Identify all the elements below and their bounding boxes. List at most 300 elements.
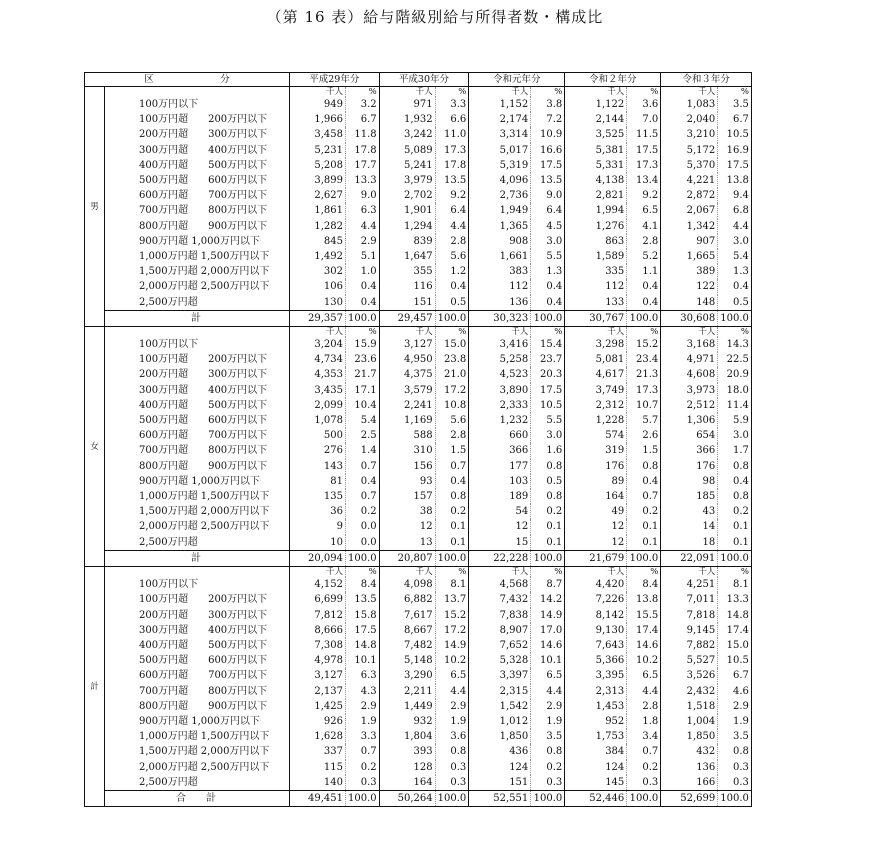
count-cell: 156 xyxy=(379,459,435,474)
pct-cell: 4.4 xyxy=(718,219,752,234)
unit-pct: % xyxy=(346,567,380,578)
count-cell: 136 xyxy=(661,760,718,775)
count-cell: 3,890 xyxy=(469,383,531,398)
total-row xyxy=(85,790,752,806)
bracket-label: 700万円超 800万円以下 xyxy=(105,203,290,218)
pct-cell: 0.8 xyxy=(435,489,469,504)
pct-cell: 23.4 xyxy=(627,352,661,367)
total-pct-cell: 100.0 xyxy=(718,310,752,326)
count-cell: 908 xyxy=(469,234,531,249)
count-cell: 4,608 xyxy=(661,367,718,382)
count-cell: 5,148 xyxy=(379,653,435,668)
count-cell: 116 xyxy=(379,279,435,294)
count-cell: 189 xyxy=(469,489,531,504)
unit-pct: % xyxy=(346,87,380,98)
count-cell: 5,527 xyxy=(661,653,718,668)
bracket-label: 700万円超 800万円以下 xyxy=(105,443,290,458)
pct-cell: 13.5 xyxy=(531,173,565,188)
bracket-label: 800万円超 900万円以下 xyxy=(105,219,290,234)
bracket-label: 300万円超 400万円以下 xyxy=(105,623,290,638)
unit-count: 千人 xyxy=(565,87,627,98)
count-cell: 130 xyxy=(290,295,346,311)
unit-row xyxy=(85,327,752,338)
pct-cell: 1.9 xyxy=(718,714,752,729)
count-cell: 185 xyxy=(661,489,718,504)
count-cell: 926 xyxy=(290,714,346,729)
count-cell: 366 xyxy=(469,443,531,458)
count-cell: 38 xyxy=(379,504,435,519)
pct-cell: 3.3 xyxy=(346,729,380,744)
count-cell: 12 xyxy=(379,519,435,534)
bracket-label: 200万円超 300万円以下 xyxy=(105,608,290,623)
pct-cell: 9.2 xyxy=(627,188,661,203)
pct-cell: 15.4 xyxy=(531,337,565,352)
pct-cell: 0.1 xyxy=(435,519,469,534)
pct-cell: 4.4 xyxy=(627,684,661,699)
pct-cell: 0.8 xyxy=(531,744,565,759)
count-cell: 4,568 xyxy=(469,577,531,592)
count-cell: 2,211 xyxy=(379,684,435,699)
pct-cell: 0.4 xyxy=(531,295,565,311)
count-cell: 18 xyxy=(661,535,718,551)
bracket-label: 600万円超 700万円以下 xyxy=(105,428,290,443)
count-cell: 7,011 xyxy=(661,592,718,607)
unit-count: 千人 xyxy=(469,327,531,338)
count-cell: 384 xyxy=(565,744,627,759)
count-cell: 3,242 xyxy=(379,127,435,142)
pct-cell: 0.2 xyxy=(627,504,661,519)
pct-cell: 15.0 xyxy=(718,638,752,653)
count-cell: 1,425 xyxy=(290,699,346,714)
unit-spacer xyxy=(105,327,290,338)
count-cell: 3,416 xyxy=(469,337,531,352)
bracket-label: 1,500万円超 2,000万円以下 xyxy=(105,264,290,279)
table-row xyxy=(85,653,752,668)
pct-cell: 21.3 xyxy=(627,367,661,382)
count-cell: 3,210 xyxy=(661,127,718,142)
table-row xyxy=(85,592,752,607)
count-cell: 13 xyxy=(379,535,435,551)
header-year: 平成29年分 xyxy=(290,73,380,87)
total-count-cell: 50,264 xyxy=(379,790,435,806)
table-row xyxy=(85,279,752,294)
pct-cell: 1.3 xyxy=(531,264,565,279)
total-pct-cell: 100.0 xyxy=(435,550,469,566)
pct-cell: 5.4 xyxy=(346,413,380,428)
pct-cell: 14.8 xyxy=(346,638,380,653)
pct-cell: 17.5 xyxy=(627,143,661,158)
count-cell: 1,232 xyxy=(469,413,531,428)
count-cell: 12 xyxy=(565,519,627,534)
pct-cell: 9.0 xyxy=(531,188,565,203)
bracket-label: 2,000万円超 2,500万円以下 xyxy=(105,279,290,294)
count-cell: 5,231 xyxy=(290,143,346,158)
count-cell: 4,221 xyxy=(661,173,718,188)
pct-cell: 3.5 xyxy=(718,97,752,112)
count-cell: 1,589 xyxy=(565,249,627,264)
count-cell: 310 xyxy=(379,443,435,458)
count-cell: 7,882 xyxy=(661,638,718,653)
pct-cell: 15.5 xyxy=(627,608,661,623)
table-row xyxy=(85,760,752,775)
table-row xyxy=(85,367,752,382)
count-cell: 5,370 xyxy=(661,158,718,173)
count-cell: 128 xyxy=(379,760,435,775)
pct-cell: 23.8 xyxy=(435,352,469,367)
count-cell: 145 xyxy=(565,775,627,791)
pct-cell: 0.4 xyxy=(346,295,380,311)
pct-cell: 2.9 xyxy=(718,699,752,714)
pct-cell: 6.3 xyxy=(346,668,380,683)
unit-count: 千人 xyxy=(661,327,718,338)
pct-cell: 1.1 xyxy=(627,264,661,279)
count-cell: 1,365 xyxy=(469,219,531,234)
unit-count: 千人 xyxy=(290,567,346,578)
count-cell: 4,950 xyxy=(379,352,435,367)
total-count-cell: 52,699 xyxy=(661,790,718,806)
count-cell: 366 xyxy=(661,443,718,458)
bracket-label: 500万円超 600万円以下 xyxy=(105,173,290,188)
bracket-label: 600万円超 700万円以下 xyxy=(105,668,290,683)
total-pct-cell: 100.0 xyxy=(435,790,469,806)
pct-cell: 7.0 xyxy=(627,112,661,127)
unit-count: 千人 xyxy=(469,87,531,98)
count-cell: 7,617 xyxy=(379,608,435,623)
count-cell: 5,319 xyxy=(469,158,531,173)
pct-cell: 17.0 xyxy=(531,623,565,638)
pct-cell: 0.1 xyxy=(435,535,469,551)
pct-cell: 13.3 xyxy=(346,173,380,188)
count-cell: 9,145 xyxy=(661,623,718,638)
table-row xyxy=(85,337,752,352)
count-cell: 9,130 xyxy=(565,623,627,638)
table-row xyxy=(85,219,752,234)
bracket-label: 400万円超 500万円以下 xyxy=(105,158,290,173)
count-cell: 1,004 xyxy=(661,714,718,729)
total-count-cell: 52,551 xyxy=(469,790,531,806)
count-cell: 5,331 xyxy=(565,158,627,173)
pct-cell: 2.9 xyxy=(346,234,380,249)
pct-cell: 14.9 xyxy=(435,638,469,653)
total-label: 計 xyxy=(105,310,290,326)
count-cell: 1,492 xyxy=(290,249,346,264)
total-pct-cell: 100.0 xyxy=(718,550,752,566)
table-row xyxy=(85,489,752,504)
pct-cell: 15.8 xyxy=(346,608,380,623)
count-cell: 4,420 xyxy=(565,577,627,592)
pct-cell: 10.9 xyxy=(531,127,565,142)
pct-cell: 8.7 xyxy=(531,577,565,592)
pct-cell: 0.1 xyxy=(718,519,752,534)
count-cell: 5,208 xyxy=(290,158,346,173)
pct-cell: 17.1 xyxy=(346,383,380,398)
pct-cell: 0.1 xyxy=(627,519,661,534)
pct-cell: 11.4 xyxy=(718,398,752,413)
count-cell: 863 xyxy=(565,234,627,249)
count-cell: 1,542 xyxy=(469,699,531,714)
unit-pct: % xyxy=(435,567,469,578)
bracket-label: 400万円超 500万円以下 xyxy=(105,638,290,653)
pct-cell: 6.7 xyxy=(718,112,752,127)
pct-cell: 5.9 xyxy=(718,413,752,428)
count-cell: 4,617 xyxy=(565,367,627,382)
count-cell: 6,699 xyxy=(290,592,346,607)
pct-cell: 8.4 xyxy=(627,577,661,592)
total-count-cell: 30,767 xyxy=(565,310,627,326)
table-row xyxy=(85,459,752,474)
count-cell: 4,734 xyxy=(290,352,346,367)
table-row xyxy=(85,608,752,623)
pct-cell: 6.8 xyxy=(718,203,752,218)
pct-cell: 17.4 xyxy=(718,623,752,638)
pct-cell: 1.6 xyxy=(531,443,565,458)
total-pct-cell: 100.0 xyxy=(627,310,661,326)
count-cell: 389 xyxy=(661,264,718,279)
pct-cell: 0.8 xyxy=(718,744,752,759)
unit-count: 千人 xyxy=(379,567,435,578)
pct-cell: 0.7 xyxy=(346,489,380,504)
bracket-label: 300万円超 400万円以下 xyxy=(105,383,290,398)
count-cell: 588 xyxy=(379,428,435,443)
bracket-label: 500万円超 600万円以下 xyxy=(105,653,290,668)
pct-cell: 15.0 xyxy=(435,337,469,352)
pct-cell: 20.3 xyxy=(531,367,565,382)
count-cell: 5,081 xyxy=(565,352,627,367)
total-count-cell: 30,323 xyxy=(469,310,531,326)
count-cell: 3,435 xyxy=(290,383,346,398)
bracket-label: 400万円超 500万円以下 xyxy=(105,398,290,413)
pct-cell: 0.8 xyxy=(435,744,469,759)
count-cell: 164 xyxy=(379,775,435,791)
count-cell: 1,228 xyxy=(565,413,627,428)
pct-cell: 15.2 xyxy=(627,337,661,352)
pct-cell: 0.3 xyxy=(718,775,752,791)
bracket-label: 100万円以下 xyxy=(105,577,290,592)
count-cell: 393 xyxy=(379,744,435,759)
pct-cell: 2.6 xyxy=(627,428,661,443)
total-pct-cell: 100.0 xyxy=(531,310,565,326)
pct-cell: 4.4 xyxy=(531,684,565,699)
pct-cell: 0.2 xyxy=(531,760,565,775)
count-cell: 276 xyxy=(290,443,346,458)
pct-cell: 2.5 xyxy=(346,428,380,443)
pct-cell: 11.0 xyxy=(435,127,469,142)
bracket-label: 800万円超 900万円以下 xyxy=(105,699,290,714)
group-label: 女 xyxy=(85,327,105,567)
count-cell: 2,512 xyxy=(661,398,718,413)
count-cell: 3,899 xyxy=(290,173,346,188)
pct-cell: 10.2 xyxy=(627,653,661,668)
count-cell: 337 xyxy=(290,744,346,759)
count-cell: 1,078 xyxy=(290,413,346,428)
count-cell: 2,432 xyxy=(661,684,718,699)
table-row xyxy=(85,699,752,714)
count-cell: 89 xyxy=(565,474,627,489)
pct-cell: 1.9 xyxy=(531,714,565,729)
header-year: 令和２年分 xyxy=(565,73,661,87)
count-cell: 7,838 xyxy=(469,608,531,623)
unit-pct: % xyxy=(531,87,565,98)
table-row xyxy=(85,623,752,638)
count-cell: 4,251 xyxy=(661,577,718,592)
pct-cell: 13.8 xyxy=(718,173,752,188)
pct-cell: 6.5 xyxy=(627,203,661,218)
count-cell: 3,526 xyxy=(661,668,718,683)
pct-cell: 1.4 xyxy=(346,443,380,458)
bracket-label: 100万円以下 xyxy=(105,97,290,112)
bracket-label: 800万円超 900万円以下 xyxy=(105,459,290,474)
count-cell: 1,083 xyxy=(661,97,718,112)
count-cell: 112 xyxy=(565,279,627,294)
total-pct-cell: 100.0 xyxy=(531,790,565,806)
count-cell: 1,282 xyxy=(290,219,346,234)
count-cell: 1,628 xyxy=(290,729,346,744)
pct-cell: 10.5 xyxy=(718,127,752,142)
bracket-label: 900万円超 1,000万円以下 xyxy=(105,714,290,729)
count-cell: 176 xyxy=(661,459,718,474)
count-cell: 122 xyxy=(661,279,718,294)
pct-cell: 0.0 xyxy=(346,519,380,534)
pct-cell: 0.4 xyxy=(627,279,661,294)
pct-cell: 6.3 xyxy=(346,203,380,218)
pct-cell: 0.4 xyxy=(435,279,469,294)
pct-cell: 0.4 xyxy=(627,474,661,489)
pct-cell: 13.5 xyxy=(435,173,469,188)
unit-count: 千人 xyxy=(565,327,627,338)
count-cell: 5,017 xyxy=(469,143,531,158)
pct-cell: 8.1 xyxy=(435,577,469,592)
table-header-row xyxy=(85,73,752,87)
count-cell: 302 xyxy=(290,264,346,279)
count-cell: 3,168 xyxy=(661,337,718,352)
pct-cell: 5.1 xyxy=(346,249,380,264)
count-cell: 103 xyxy=(469,474,531,489)
unit-row xyxy=(85,567,752,578)
count-cell: 93 xyxy=(379,474,435,489)
count-cell: 81 xyxy=(290,474,346,489)
pct-cell: 10.4 xyxy=(346,398,380,413)
count-cell: 2,315 xyxy=(469,684,531,699)
pct-cell: 0.7 xyxy=(346,744,380,759)
count-cell: 10 xyxy=(290,535,346,551)
count-cell: 4,523 xyxy=(469,367,531,382)
table-row xyxy=(85,443,752,458)
bracket-label: 2,500万円超 xyxy=(105,775,290,791)
pct-cell: 14.8 xyxy=(718,608,752,623)
total-count-cell: 29,457 xyxy=(379,310,435,326)
bracket-label: 200万円超 300万円以下 xyxy=(105,367,290,382)
pct-cell: 2.8 xyxy=(435,428,469,443)
count-cell: 157 xyxy=(379,489,435,504)
pct-cell: 0.4 xyxy=(435,474,469,489)
count-cell: 1,804 xyxy=(379,729,435,744)
pct-cell: 4.3 xyxy=(346,684,380,699)
table-row xyxy=(85,398,752,413)
count-cell: 2,702 xyxy=(379,188,435,203)
count-cell: 49 xyxy=(565,504,627,519)
total-count-cell: 30,608 xyxy=(661,310,718,326)
count-cell: 5,328 xyxy=(469,653,531,668)
count-cell: 3,290 xyxy=(379,668,435,683)
pct-cell: 0.1 xyxy=(531,519,565,534)
pct-cell: 0.7 xyxy=(346,459,380,474)
count-cell: 4,978 xyxy=(290,653,346,668)
unit-pct: % xyxy=(718,567,752,578)
unit-count: 千人 xyxy=(661,567,718,578)
bracket-label: 2,000万円超 2,500万円以下 xyxy=(105,519,290,534)
pct-cell: 0.4 xyxy=(718,474,752,489)
count-cell: 4,098 xyxy=(379,577,435,592)
pct-cell: 17.8 xyxy=(346,143,380,158)
count-cell: 6,882 xyxy=(379,592,435,607)
pct-cell: 17.4 xyxy=(627,623,661,638)
count-cell: 4,353 xyxy=(290,367,346,382)
count-cell: 907 xyxy=(661,234,718,249)
pct-cell: 3.5 xyxy=(718,729,752,744)
pct-cell: 6.7 xyxy=(718,668,752,683)
count-cell: 3,204 xyxy=(290,337,346,352)
pct-cell: 10.5 xyxy=(531,398,565,413)
pct-cell: 2.9 xyxy=(346,699,380,714)
pct-cell: 1.9 xyxy=(435,714,469,729)
unit-pct: % xyxy=(627,567,661,578)
count-cell: 8,142 xyxy=(565,608,627,623)
count-cell: 124 xyxy=(469,760,531,775)
pct-cell: 4.1 xyxy=(627,219,661,234)
pct-cell: 10.2 xyxy=(435,653,469,668)
count-cell: 952 xyxy=(565,714,627,729)
header-year: 令和元年分 xyxy=(469,73,565,87)
pct-cell: 13.7 xyxy=(435,592,469,607)
pct-cell: 4.4 xyxy=(346,219,380,234)
pct-cell: 6.6 xyxy=(435,112,469,127)
table-row xyxy=(85,668,752,683)
bracket-label: 2,500万円超 xyxy=(105,535,290,551)
pct-cell: 14.2 xyxy=(531,592,565,607)
table-row xyxy=(85,143,752,158)
pct-cell: 10.1 xyxy=(346,653,380,668)
count-cell: 151 xyxy=(469,775,531,791)
pct-cell: 2.8 xyxy=(627,234,661,249)
count-cell: 383 xyxy=(469,264,531,279)
count-cell: 971 xyxy=(379,97,435,112)
pct-cell: 5.6 xyxy=(435,413,469,428)
total-count-cell: 22,228 xyxy=(469,550,531,566)
pct-cell: 1.8 xyxy=(627,714,661,729)
count-cell: 54 xyxy=(469,504,531,519)
count-cell: 2,313 xyxy=(565,684,627,699)
pct-cell: 13.3 xyxy=(718,592,752,607)
table-row xyxy=(85,188,752,203)
unit-row xyxy=(85,87,752,98)
count-cell: 12 xyxy=(469,519,531,534)
pct-cell: 0.8 xyxy=(718,489,752,504)
count-cell: 43 xyxy=(661,504,718,519)
pct-cell: 2.8 xyxy=(435,234,469,249)
pct-cell: 1.5 xyxy=(435,443,469,458)
count-cell: 3,395 xyxy=(565,668,627,683)
count-cell: 2,736 xyxy=(469,188,531,203)
pct-cell: 6.4 xyxy=(435,203,469,218)
total-count-cell: 20,807 xyxy=(379,550,435,566)
count-cell: 335 xyxy=(565,264,627,279)
pct-cell: 1.7 xyxy=(718,443,752,458)
count-cell: 3,525 xyxy=(565,127,627,142)
count-cell: 3,749 xyxy=(565,383,627,398)
unit-count: 千人 xyxy=(379,87,435,98)
bracket-label: 200万円超 300万円以下 xyxy=(105,127,290,142)
count-cell: 1,665 xyxy=(661,249,718,264)
